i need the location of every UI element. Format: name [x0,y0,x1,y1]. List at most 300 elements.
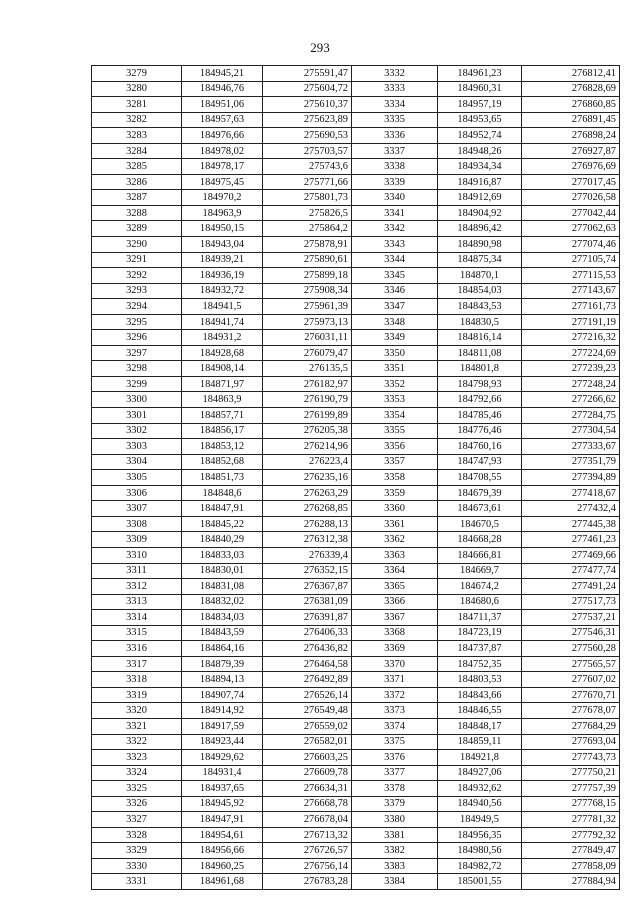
x-coordinate-cell: 184863,9 [182,392,263,408]
point-number-cell: 3334 [352,97,438,113]
point-number-cell: 3373 [352,703,438,719]
y-coordinate-cell: 277477,74 [522,563,620,579]
x-coordinate-cell: 184752,35 [438,656,522,672]
point-number-cell: 3297 [92,345,182,361]
y-coordinate-cell: 277224,69 [522,345,620,361]
y-coordinate-cell: 277191,19 [522,314,620,330]
y-coordinate-cell: 277248,24 [522,376,620,392]
point-number-cell: 3374 [352,718,438,734]
x-coordinate-cell: 184845,22 [182,516,263,532]
y-coordinate-cell: 277042,44 [522,205,620,221]
point-number-cell: 3292 [92,268,182,284]
y-coordinate-cell: 275908,34 [263,283,352,299]
point-number-cell: 3329 [92,843,182,859]
y-coordinate-cell: 277537,21 [522,610,620,626]
point-number-cell: 3296 [92,330,182,346]
point-number-cell: 3345 [352,268,438,284]
x-coordinate-cell: 184853,12 [182,439,263,455]
point-number-cell: 3317 [92,656,182,672]
y-coordinate-cell: 277026,58 [522,190,620,206]
y-coordinate-cell: 276976,69 [522,159,620,175]
x-coordinate-cell: 184929,62 [182,750,263,766]
y-coordinate-cell: 276339,4 [263,547,352,563]
x-coordinate-cell: 184737,87 [438,641,522,657]
y-coordinate-cell: 276079,47 [263,345,352,361]
y-coordinate-cell: 276860,85 [522,97,620,113]
table-row [92,765,620,781]
x-coordinate-cell: 184941,5 [182,299,263,315]
x-coordinate-cell: 184859,11 [438,734,522,750]
x-coordinate-cell: 185001,55 [438,874,522,890]
y-coordinate-cell: 277560,28 [522,641,620,657]
x-coordinate-cell: 184982,72 [438,858,522,874]
x-coordinate-cell: 184950,15 [182,221,263,237]
y-coordinate-cell: 276031,11 [263,330,352,346]
x-coordinate-cell: 184952,74 [438,128,522,144]
x-coordinate-cell: 184917,59 [182,718,263,734]
point-number-cell: 3337 [352,143,438,159]
point-number-cell: 3383 [352,858,438,874]
y-coordinate-cell: 276783,28 [263,874,352,890]
point-number-cell: 3306 [92,485,182,501]
point-number-cell: 3305 [92,470,182,486]
point-number-cell: 3319 [92,687,182,703]
table-row [92,501,620,517]
x-coordinate-cell: 184879,39 [182,656,263,672]
x-coordinate-cell: 184939,21 [182,252,263,268]
y-coordinate-cell: 276190,79 [263,392,352,408]
point-number-cell: 3295 [92,314,182,330]
y-coordinate-cell: 276812,41 [522,66,620,82]
table-row [92,174,620,190]
point-number-cell: 3343 [352,237,438,253]
x-coordinate-cell: 184776,46 [438,423,522,439]
table-row [92,781,620,797]
table-row [92,252,620,268]
y-coordinate-cell: 277768,15 [522,796,620,812]
y-coordinate-cell: 275890,61 [263,252,352,268]
x-coordinate-cell: 184674,2 [438,579,522,595]
y-coordinate-cell: 276526,14 [263,687,352,703]
y-coordinate-cell: 277143,67 [522,283,620,299]
y-coordinate-cell: 275864,2 [263,221,352,237]
y-coordinate-cell: 276367,87 [263,579,352,595]
y-coordinate-cell: 277216,32 [522,330,620,346]
x-coordinate-cell: 184908,14 [182,361,263,377]
point-number-cell: 3358 [352,470,438,486]
point-number-cell: 3344 [352,252,438,268]
x-coordinate-cell: 184931,2 [182,330,263,346]
y-coordinate-cell: 277781,32 [522,812,620,828]
point-number-cell: 3312 [92,579,182,595]
point-number-cell: 3301 [92,408,182,424]
x-coordinate-cell: 184792,66 [438,392,522,408]
point-number-cell: 3341 [352,205,438,221]
table-row [92,485,620,501]
point-number-cell: 3360 [352,501,438,517]
y-coordinate-cell: 277351,79 [522,454,620,470]
y-coordinate-cell: 276726,57 [263,843,352,859]
x-coordinate-cell: 184921,8 [438,750,522,766]
y-coordinate-cell: 275973,13 [263,314,352,330]
x-coordinate-cell: 184798,93 [438,376,522,392]
table-row [92,143,620,159]
table-row [92,610,620,626]
point-number-cell: 3368 [352,625,438,641]
point-number-cell: 3313 [92,594,182,610]
y-coordinate-cell: 277115,53 [522,268,620,284]
table-row [92,159,620,175]
point-number-cell: 3376 [352,750,438,766]
x-coordinate-cell: 184816,14 [438,330,522,346]
y-coordinate-cell: 277546,31 [522,625,620,641]
point-number-cell: 3380 [352,812,438,828]
point-number-cell: 3330 [92,858,182,874]
x-coordinate-cell: 184670,5 [438,516,522,532]
table-row [92,734,620,750]
x-coordinate-cell: 184937,65 [182,781,263,797]
x-coordinate-cell: 184831,08 [182,579,263,595]
table-row [92,547,620,563]
table-row [92,330,620,346]
point-number-cell: 3303 [92,439,182,455]
point-number-cell: 3382 [352,843,438,859]
x-coordinate-cell: 184904,92 [438,205,522,221]
y-coordinate-cell: 276223,4 [263,454,352,470]
x-coordinate-cell: 184747,93 [438,454,522,470]
x-coordinate-cell: 184890,98 [438,237,522,253]
x-coordinate-cell: 184856,17 [182,423,263,439]
point-number-cell: 3284 [92,143,182,159]
point-number-cell: 3288 [92,205,182,221]
y-coordinate-cell: 277105,74 [522,252,620,268]
x-coordinate-cell: 184961,68 [182,874,263,890]
x-coordinate-cell: 184803,53 [438,672,522,688]
y-coordinate-cell: 277491,24 [522,579,620,595]
y-coordinate-cell: 277239,23 [522,361,620,377]
x-coordinate-cell: 184963,9 [182,205,263,221]
point-number-cell: 3291 [92,252,182,268]
y-coordinate-cell: 276678,04 [263,812,352,828]
y-coordinate-cell: 277693,04 [522,734,620,750]
x-coordinate-cell: 184830,01 [182,563,263,579]
point-number-cell: 3302 [92,423,182,439]
y-coordinate-cell: 275690,53 [263,128,352,144]
x-coordinate-cell: 184864,16 [182,641,263,657]
point-number-cell: 3321 [92,718,182,734]
table-row [92,874,620,890]
point-number-cell: 3294 [92,299,182,315]
point-number-cell: 3351 [352,361,438,377]
x-coordinate-cell: 184978,17 [182,159,263,175]
point-number-cell: 3308 [92,516,182,532]
x-coordinate-cell: 184760,16 [438,439,522,455]
point-number-cell: 3280 [92,81,182,97]
y-coordinate-cell: 276135,5 [263,361,352,377]
table-row [92,376,620,392]
table-row [92,221,620,237]
y-coordinate-cell: 276668,78 [263,796,352,812]
table-row [92,268,620,284]
table-row [92,299,620,315]
table-row [92,843,620,859]
y-coordinate-cell: 276199,89 [263,408,352,424]
y-coordinate-cell: 275878,91 [263,237,352,253]
point-number-cell: 3324 [92,765,182,781]
point-number-cell: 3309 [92,532,182,548]
x-coordinate-cell: 184975,45 [182,174,263,190]
x-coordinate-cell: 184947,91 [182,812,263,828]
table-row [92,641,620,657]
y-coordinate-cell: 277858,09 [522,858,620,874]
x-coordinate-cell: 184843,66 [438,687,522,703]
table-row [92,516,620,532]
y-coordinate-cell: 276288,13 [263,516,352,532]
x-coordinate-cell: 184830,5 [438,314,522,330]
y-coordinate-cell: 276609,78 [263,765,352,781]
y-coordinate-cell: 276549,48 [263,703,352,719]
point-number-cell: 3314 [92,610,182,626]
y-coordinate-cell: 276268,85 [263,501,352,517]
table-row [92,625,620,641]
table-row [92,858,620,874]
point-number-cell: 3365 [352,579,438,595]
y-coordinate-cell: 276312,38 [263,532,352,548]
point-number-cell: 3332 [352,66,438,82]
y-coordinate-cell: 276891,45 [522,112,620,128]
x-coordinate-cell: 184894,13 [182,672,263,688]
point-number-cell: 3377 [352,765,438,781]
x-coordinate-cell: 184932,62 [438,781,522,797]
table-row [92,687,620,703]
x-coordinate-cell: 184956,66 [182,843,263,859]
point-number-cell: 3364 [352,563,438,579]
x-coordinate-cell: 184832,02 [182,594,263,610]
table-row [92,718,620,734]
y-coordinate-cell: 277743,73 [522,750,620,766]
point-number-cell: 3378 [352,781,438,797]
y-coordinate-cell: 276492,89 [263,672,352,688]
table-row [92,81,620,97]
y-coordinate-cell: 277333,67 [522,439,620,455]
x-coordinate-cell: 184870,1 [438,268,522,284]
x-coordinate-cell: 184907,74 [182,687,263,703]
y-coordinate-cell: 277884,94 [522,874,620,890]
point-number-cell: 3352 [352,376,438,392]
point-number-cell: 3327 [92,812,182,828]
x-coordinate-cell: 184668,28 [438,532,522,548]
point-number-cell: 3367 [352,610,438,626]
x-coordinate-cell: 184840,29 [182,532,263,548]
y-coordinate-cell: 276381,09 [263,594,352,610]
point-number-cell: 3366 [352,594,438,610]
point-number-cell: 3354 [352,408,438,424]
table-row [92,237,620,253]
point-number-cell: 3384 [352,874,438,890]
table-row [92,703,620,719]
x-coordinate-cell: 184854,03 [438,283,522,299]
x-coordinate-cell: 184946,76 [182,81,263,97]
y-coordinate-cell: 275743,6 [263,159,352,175]
y-coordinate-cell: 276352,15 [263,563,352,579]
y-coordinate-cell: 275591,47 [263,66,352,82]
x-coordinate-cell: 184711,37 [438,610,522,626]
x-coordinate-cell: 184843,53 [438,299,522,315]
point-number-cell: 3320 [92,703,182,719]
point-number-cell: 3307 [92,501,182,517]
x-coordinate-cell: 184811,08 [438,345,522,361]
point-number-cell: 3282 [92,112,182,128]
y-coordinate-cell: 277062,63 [522,221,620,237]
point-number-cell: 3336 [352,128,438,144]
table-row [92,454,620,470]
x-coordinate-cell: 184669,7 [438,563,522,579]
x-coordinate-cell: 184978,02 [182,143,263,159]
y-coordinate-cell: 276214,96 [263,439,352,455]
point-number-cell: 3333 [352,81,438,97]
point-number-cell: 3353 [352,392,438,408]
y-coordinate-cell: 277394,89 [522,470,620,486]
y-coordinate-cell: 275826,5 [263,205,352,221]
point-number-cell: 3335 [352,112,438,128]
x-coordinate-cell: 184949,5 [438,812,522,828]
table-row [92,656,620,672]
y-coordinate-cell: 277017,45 [522,174,620,190]
table-row [92,283,620,299]
x-coordinate-cell: 184875,34 [438,252,522,268]
x-coordinate-cell: 184848,6 [182,485,263,501]
table-row [92,827,620,843]
x-coordinate-cell: 184960,31 [438,81,522,97]
x-coordinate-cell: 184834,03 [182,610,263,626]
y-coordinate-cell: 277750,21 [522,765,620,781]
x-coordinate-cell: 184957,19 [438,97,522,113]
point-number-cell: 3286 [92,174,182,190]
point-number-cell: 3356 [352,439,438,455]
point-number-cell: 3339 [352,174,438,190]
y-coordinate-cell: 277678,07 [522,703,620,719]
point-number-cell: 3325 [92,781,182,797]
x-coordinate-cell: 184940,56 [438,796,522,812]
point-number-cell: 3310 [92,547,182,563]
point-number-cell: 3361 [352,516,438,532]
coordinates-table [91,65,620,890]
point-number-cell: 3289 [92,221,182,237]
x-coordinate-cell: 184785,46 [438,408,522,424]
y-coordinate-cell: 276756,14 [263,858,352,874]
y-coordinate-cell: 277607,02 [522,672,620,688]
x-coordinate-cell: 184843,59 [182,625,263,641]
x-coordinate-cell: 184852,68 [182,454,263,470]
y-coordinate-cell: 275771,66 [263,174,352,190]
y-coordinate-cell: 277461,23 [522,532,620,548]
y-coordinate-cell: 276391,87 [263,610,352,626]
table-row [92,672,620,688]
table-row [92,532,620,548]
point-number-cell: 3370 [352,656,438,672]
x-coordinate-cell: 184833,03 [182,547,263,563]
point-number-cell: 3293 [92,283,182,299]
x-coordinate-cell: 184951,06 [182,97,263,113]
y-coordinate-cell: 277432,4 [522,501,620,517]
x-coordinate-cell: 184851,73 [182,470,263,486]
x-coordinate-cell: 184666,81 [438,547,522,563]
point-number-cell: 3290 [92,237,182,253]
x-coordinate-cell: 184931,4 [182,765,263,781]
point-number-cell: 3287 [92,190,182,206]
table-row [92,594,620,610]
point-number-cell: 3281 [92,97,182,113]
point-number-cell: 3346 [352,283,438,299]
y-coordinate-cell: 277418,67 [522,485,620,501]
point-number-cell: 3357 [352,454,438,470]
y-coordinate-cell: 276927,87 [522,143,620,159]
x-coordinate-cell: 184957,63 [182,112,263,128]
x-coordinate-cell: 184673,61 [438,501,522,517]
y-coordinate-cell: 276713,32 [263,827,352,843]
y-coordinate-cell: 276263,29 [263,485,352,501]
y-coordinate-cell: 277161,73 [522,299,620,315]
x-coordinate-cell: 184914,92 [182,703,263,719]
table-row [92,314,620,330]
table-row [92,812,620,828]
x-coordinate-cell: 184801,8 [438,361,522,377]
x-coordinate-cell: 184896,42 [438,221,522,237]
y-coordinate-cell: 276406,33 [263,625,352,641]
y-coordinate-cell: 277757,39 [522,781,620,797]
y-coordinate-cell: 277684,29 [522,718,620,734]
x-coordinate-cell: 184916,87 [438,174,522,190]
x-coordinate-cell: 184953,65 [438,112,522,128]
table-row [92,190,620,206]
x-coordinate-cell: 184927,06 [438,765,522,781]
x-coordinate-cell: 184945,92 [182,796,263,812]
y-coordinate-cell: 275623,89 [263,112,352,128]
y-coordinate-cell: 277266,62 [522,392,620,408]
point-number-cell: 3279 [92,66,182,82]
x-coordinate-cell: 184936,19 [182,268,263,284]
y-coordinate-cell: 275604,72 [263,81,352,97]
point-number-cell: 3363 [352,547,438,563]
table-row [92,423,620,439]
x-coordinate-cell: 184932,72 [182,283,263,299]
point-number-cell: 3342 [352,221,438,237]
x-coordinate-cell: 184923,44 [182,734,263,750]
y-coordinate-cell: 276235,16 [263,470,352,486]
point-number-cell: 3315 [92,625,182,641]
x-coordinate-cell: 184945,21 [182,66,263,82]
x-coordinate-cell: 184846,55 [438,703,522,719]
table-row [92,345,620,361]
y-coordinate-cell: 277849,47 [522,843,620,859]
x-coordinate-cell: 184848,17 [438,718,522,734]
point-number-cell: 3298 [92,361,182,377]
table-row [92,66,620,82]
point-number-cell: 3359 [352,485,438,501]
point-number-cell: 3322 [92,734,182,750]
x-coordinate-cell: 184961,23 [438,66,522,82]
point-number-cell: 3381 [352,827,438,843]
table-row [92,750,620,766]
y-coordinate-cell: 275899,18 [263,268,352,284]
point-number-cell: 3347 [352,299,438,315]
y-coordinate-cell: 276582,01 [263,734,352,750]
y-coordinate-cell: 276436,82 [263,641,352,657]
y-coordinate-cell: 276634,31 [263,781,352,797]
table-row [92,392,620,408]
x-coordinate-cell: 184857,71 [182,408,263,424]
table-row [92,205,620,221]
